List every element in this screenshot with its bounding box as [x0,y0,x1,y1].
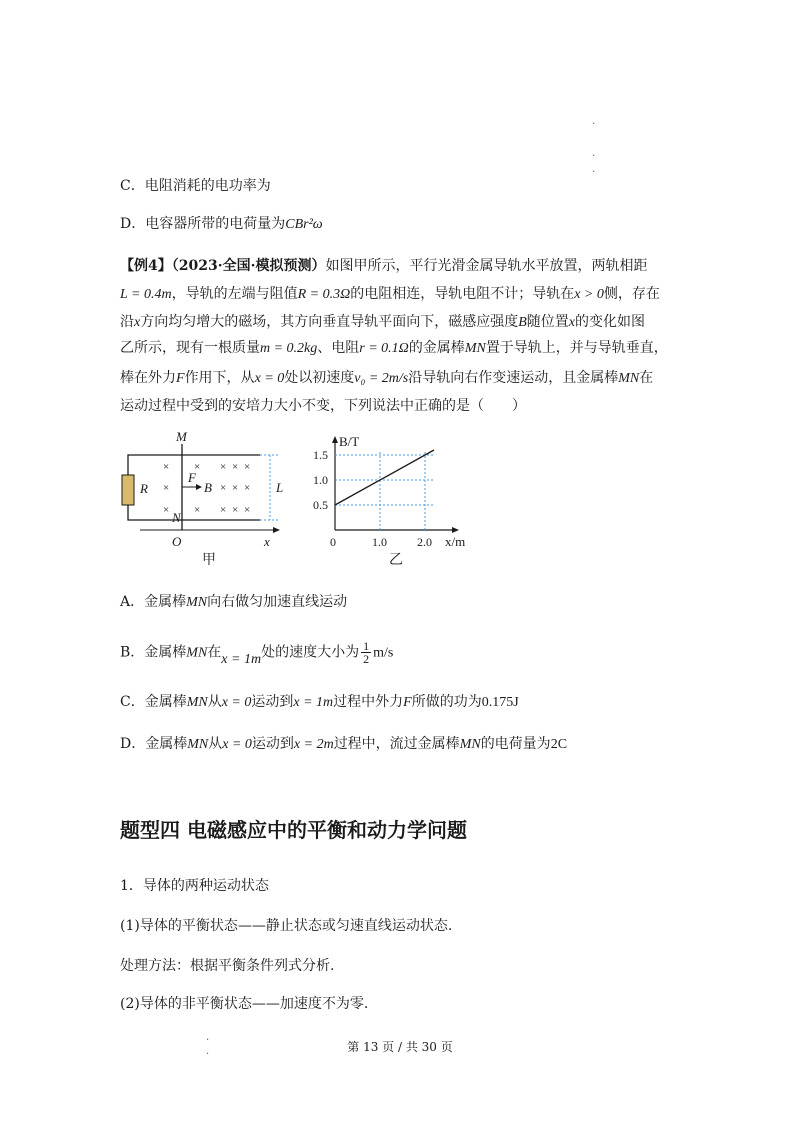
text: 乙所示，现有一根质量 [120,340,260,356]
text: 棒在外力 [120,370,176,386]
label-n: N [172,510,181,525]
formula: x [568,315,575,330]
example-line-3 [120,312,645,333]
option-c [120,692,519,713]
text: 的电阻相连，导轨电阻不计；导轨在 [350,286,575,302]
margin-dot: . [592,148,596,159]
option-c-prev [120,176,271,196]
text: 从 [208,736,223,752]
field-cross: × [220,504,227,516]
text: 、电阻 [317,340,360,356]
section-title: 题型四 电磁感应中的平衡和动力学问题 [120,818,467,842]
text: 的金属棒 [408,340,465,356]
text: 处的速度大小为 [261,644,360,661]
origin-label: 0 [330,535,336,549]
figure-jia [110,430,300,570]
text: 运动过程中受到的安培力大小不变，下列说法中正确的是（ ） [120,398,526,414]
text: 如图甲所示，平行光滑金属导轨水平放置，两轨相距 [325,258,648,274]
x-axis-arrow [452,527,459,533]
section-p3: 处理方法：根据平衡条件列式分析. [120,958,335,974]
resistor-symbol [122,475,134,505]
option-a [120,592,347,613]
x-axis-arrow [273,527,280,533]
formula: x > 0 [574,287,604,302]
example-line-4 [120,338,668,359]
text: B．金属棒 [120,644,187,661]
text: 的变化如图 [575,314,645,330]
formula: MN [186,695,208,710]
text: 向右做匀加速直线运动 [207,594,348,610]
denominator: 2 [363,652,370,666]
figure-caption: 甲 [202,553,216,568]
field-cross: × [163,482,170,494]
label-b: B [204,480,212,495]
field-cross: × [194,504,201,516]
section-p2: (1)导体的平衡状态——静止状态或匀速直线运动状态. [120,918,453,934]
formula: R = 0.3Ω [297,287,351,302]
formula: MN [186,595,208,610]
example-line-6 [120,396,526,416]
tick-layer [313,448,432,549]
label-m: M [176,430,187,444]
option-b [120,640,393,666]
field-cross: × [232,504,239,516]
text: 置于导轨上，并与导轨垂直， [485,340,668,356]
formula: MN [618,371,640,386]
example-line-1 [120,256,647,276]
option-text: C．电阻消耗的电功率为 [120,178,271,194]
y-tick-label: 0.5 [313,498,328,512]
option-text: D．电容器所带的电荷量为 [120,216,286,232]
x-tick-label: 1.0 [372,535,387,549]
numerator: 1 [363,639,370,653]
text: 方向均匀增大的磁场，其方向垂直导轨平面向下，磁感应强度 [140,314,519,330]
field-cross: × [232,461,239,473]
formula: CBr²ω [285,217,323,232]
formula: B [518,315,527,330]
label-o: O [172,534,182,549]
formula: x = 1m [293,695,334,710]
label-r: R [140,481,148,496]
chart-b-vs-x [305,430,485,570]
section-p1: 1．导体的两种运动状态 [120,878,269,894]
text: 随位置 [526,314,569,330]
unit: m/s [373,645,394,661]
text: 作用下，从 [184,370,255,386]
label-l: L [276,480,284,495]
y-tick-label: 1.0 [313,473,328,487]
text: 运动到 [251,694,294,710]
text: 过程中外力 [333,694,404,710]
formula: x = 1m [221,651,262,667]
formula: x = 2m [293,737,334,752]
chart-caption: 乙 [389,553,403,568]
page-footer: 第 13 页 / 共 30 页 [347,1040,453,1054]
text: 的电荷量为 [480,736,551,752]
formula: v₀ = 2m/s [354,371,409,386]
text: 在 [207,644,222,661]
series-line [335,450,434,505]
formula: m = 0.2kg [260,341,318,356]
y-axis-arrow [332,436,338,443]
field-cross: × [194,461,201,473]
formula: x = 0 [254,371,285,386]
label-x: x [264,534,270,549]
margin-dot: . [592,164,596,175]
field-cross: × [244,504,251,516]
grid-layer [335,450,434,530]
fraction [361,640,371,665]
example-line-5 [120,368,653,389]
text: ，导轨的左端与阻值 [171,286,298,302]
formula: MN [186,645,208,661]
x-axis-label: x/m [445,534,466,549]
text: A．金属棒 [120,594,187,610]
formula: F [176,371,185,386]
formula: L = 0.4m [120,287,172,302]
example-tag: 【例4】 [120,258,172,274]
force-arrowhead [196,484,202,490]
example-source: （2023·全国·模拟预测） [171,258,326,274]
label-f: F [188,470,196,485]
margin-dot: . [206,1046,210,1057]
y-tick-label: 1.5 [313,448,328,462]
field-cross: × [232,482,239,494]
formula: F [403,695,412,710]
text: D．金属棒 [120,736,188,752]
text: 侧，存在 [603,286,660,302]
x-tick-label: 2.0 [417,535,432,549]
formula: MN [459,737,481,752]
field-cross: × [244,461,251,473]
text: 沿导轨向右作变速运动，且金属棒 [408,370,619,386]
value: 2C [550,737,568,752]
option-d [120,734,567,755]
field-cross: × [163,504,170,516]
formula: x = 0 [221,695,252,710]
formula: MN [464,341,486,356]
text: 在 [639,370,654,386]
text: 过程中，流过金属棒 [333,736,460,752]
example-line-2 [120,284,660,305]
text: C．金属棒 [120,694,187,710]
text: 从 [207,694,222,710]
margin-dot: . [592,116,596,127]
option-d-prev [120,214,323,235]
formula: MN [187,737,209,752]
field-cross: × [163,461,170,473]
formula: r = 0.1Ω [359,341,409,356]
text: 处以初速度 [284,370,355,386]
field-cross: × [220,461,227,473]
formula: x = 0 [222,737,252,752]
field-cross: × [220,482,227,494]
y-axis-label: B/T [339,434,360,449]
section-p4: (2)导体的非平衡状态——加速度不为零. [120,996,369,1012]
formula: x [134,315,141,330]
margin-dot: . [206,1032,210,1043]
field-cross: × [244,482,251,494]
text: 沿 [120,314,134,330]
value: 0.175J [481,695,519,710]
text: 所做的功为 [411,694,482,710]
text: 运动到 [251,736,294,752]
